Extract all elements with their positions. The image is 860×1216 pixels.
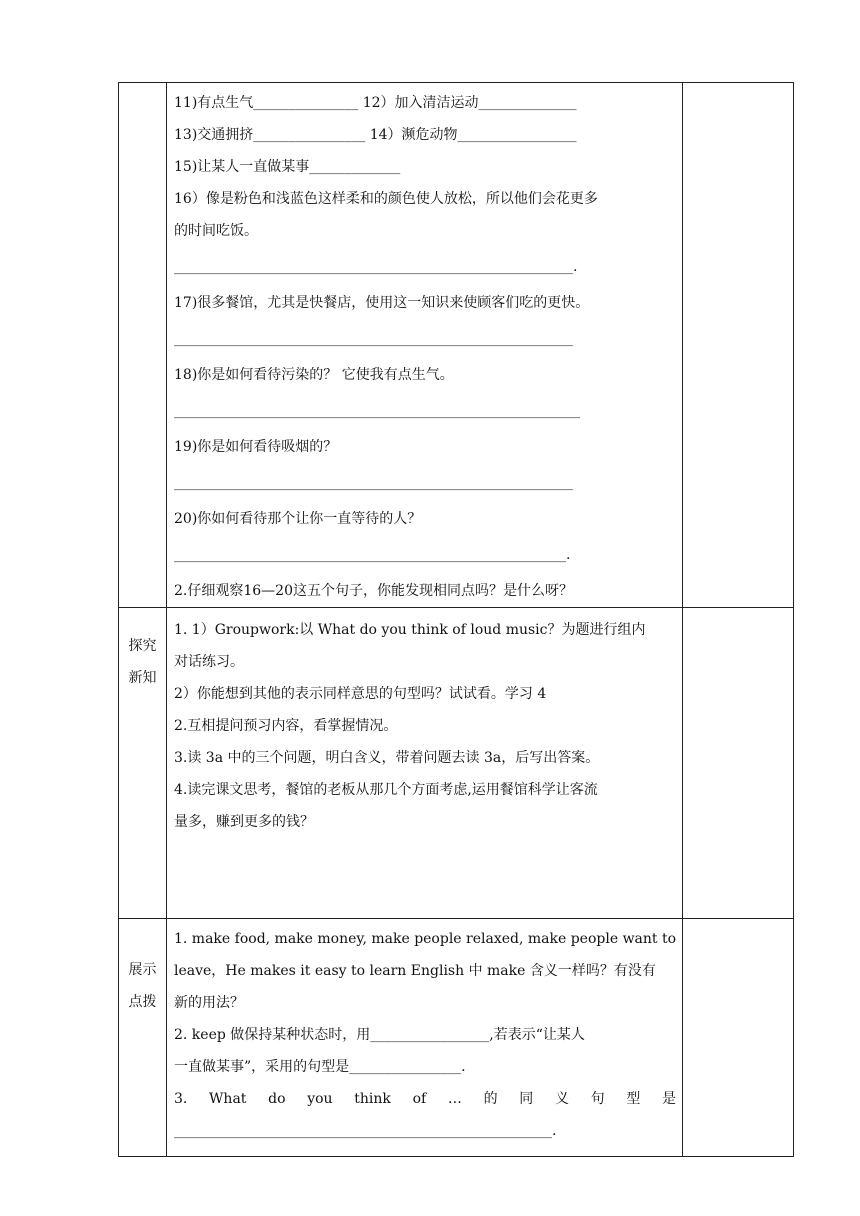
- table-row: [119, 919, 794, 1157]
- word: 的: [483, 1091, 498, 1107]
- text-line: 20)你如何看待那个让你一直等待的人？: [174, 511, 422, 527]
- text-line: 18)你是如何看待污染的？ 它使我有点生气。: [174, 367, 454, 383]
- text-line: 4.读完课文思考，餐馆的老板从那几个方面考虑,运用餐馆科学让客流: [174, 782, 598, 798]
- text-line: 1. 1）Groupwork:以 What do you think of loud music？为题进行组内: [174, 622, 646, 638]
- answer-blank-line: ______________________________________________________.: [174, 1123, 557, 1139]
- word: 型: [626, 1091, 641, 1107]
- row-label: 展示: [128, 962, 157, 978]
- table-row: [119, 608, 794, 919]
- justified-line: [174, 1083, 676, 1115]
- notes-cell: [683, 919, 794, 1157]
- word: …: [447, 1091, 462, 1107]
- answer-blank-line: ________________________________________________________.: [174, 547, 571, 563]
- table-row: [119, 83, 794, 608]
- content-cell: [167, 919, 683, 1157]
- row-label: 新知: [128, 670, 157, 686]
- text-line: 2. keep 做保持某种状态时，用_________________,若表示“让某人: [174, 1027, 585, 1043]
- text-line: 对话练习。: [174, 654, 244, 670]
- answer-blank-line: _________________________________________________________.: [174, 259, 578, 275]
- word: of: [412, 1091, 427, 1107]
- text-line: 17)很多餐馆，尤其是快餐店，使用这一知识来使顾客们吃的更快。: [174, 295, 590, 311]
- text-line: leave，He makes it easy to learn English 中 make 含义一样吗？有没有: [174, 963, 656, 979]
- notes-cell: [683, 83, 794, 608]
- lesson-plan-table: [118, 82, 794, 1157]
- text-line: 15)让某人一直做某事_____________: [174, 159, 401, 175]
- word: do: [268, 1091, 286, 1107]
- text-line: 19)你是如何看待吸烟的？: [174, 439, 338, 455]
- word: think: [354, 1091, 391, 1107]
- text-line: 3.读 3a 中的三个问题，明白含义，带着问题去读 3a，后写出答案。: [174, 750, 600, 766]
- text-line: 11)有点生气_______________ 12）加入清洁运动______________: [174, 95, 577, 111]
- row-label-cell: [119, 608, 167, 919]
- row-label-cell: [119, 919, 167, 1157]
- text-line: 2.仔细观察16—20这五个句子，你能发现相同点吗？是什么呀？: [174, 583, 573, 599]
- content-cell: [167, 608, 683, 919]
- text-line: 量多，赚到更多的钱？: [174, 814, 314, 830]
- notes-cell: [683, 608, 794, 919]
- word: 义: [554, 1091, 569, 1107]
- row-label-cell: [119, 83, 167, 608]
- word: 同: [519, 1091, 534, 1107]
- text-line: 1. make food, make money, make people relaxed, make people want to: [174, 931, 677, 947]
- answer-blank-line: _________________________________________________________: [174, 475, 573, 491]
- text-line: 16）像是粉色和浅蓝色这样柔和的颜色使人放松，所以他们会花更多: [174, 191, 598, 207]
- text-line: 一直做某事”，采用的句型是________________.: [174, 1059, 466, 1075]
- text-line: 2）你能想到其他的表示同样意思的句型吗？试试看。学习 4: [174, 686, 547, 702]
- text-line: 13)交通拥挤________________ 14）濒危动物_________________: [174, 127, 577, 143]
- text-line: 新的用法？: [174, 995, 244, 1011]
- word: 3.: [174, 1091, 188, 1107]
- answer-blank-line: _________________________________________________________: [174, 331, 573, 347]
- word: What: [209, 1091, 247, 1107]
- row-label: 探究: [128, 638, 157, 654]
- word: 句: [590, 1091, 605, 1107]
- content-cell: [167, 83, 683, 608]
- word: 是: [662, 1091, 676, 1107]
- word: you: [307, 1091, 333, 1107]
- answer-blank-line: __________________________________________________________: [174, 403, 580, 419]
- row-label: 点拨: [128, 994, 157, 1010]
- text-line: 2.互相提问预习内容，看掌握情况。: [174, 718, 398, 734]
- text-line: 的时间吃饭。: [174, 223, 258, 239]
